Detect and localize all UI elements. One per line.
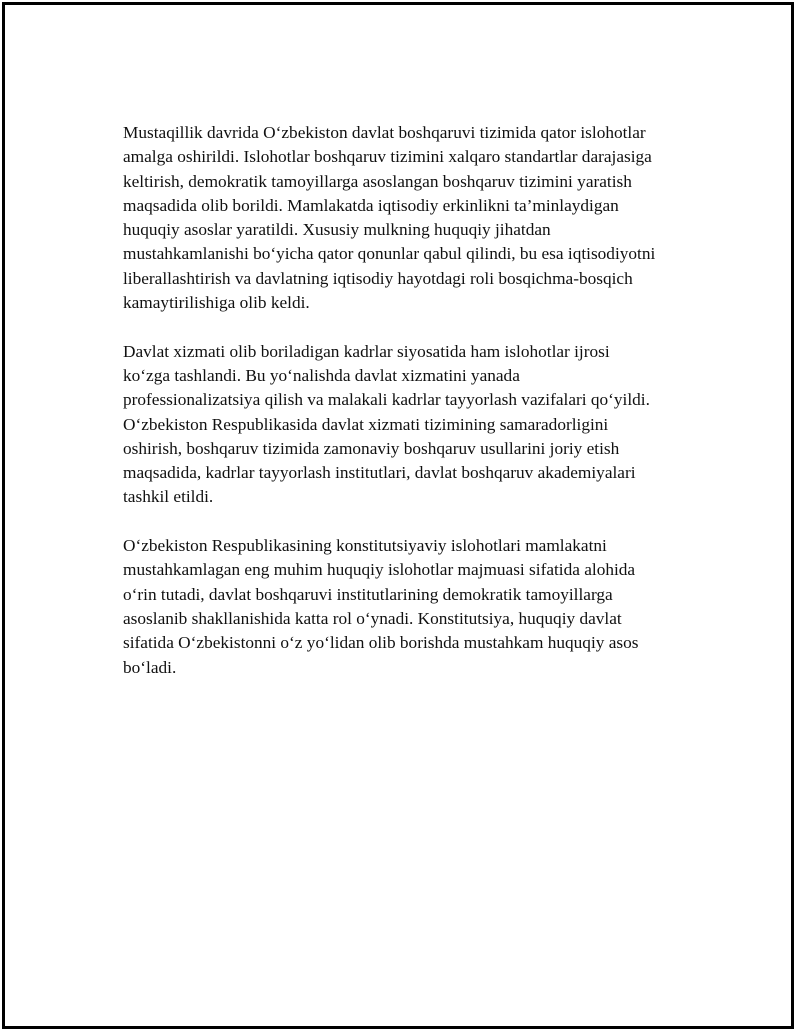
paragraph-1 xyxy=(123,121,703,315)
text-line: o‘rin tutadi, davlat boshqaruvi institutlarining demokratik tamoyillarga xyxy=(123,584,613,604)
text-line: kamaytirilishiga olib keldi. xyxy=(123,293,310,313)
text-line: bo‘ladi. xyxy=(123,657,177,677)
text-line: Mustaqillik davrida O‘zbekiston davlat boshqaruvi tizimida qator islohotlar xyxy=(123,123,646,142)
text-line: Davlat xizmati olib boriladigan kadrlar siyosatida ham islohotlar ijrosi xyxy=(123,341,610,361)
text-line: huquqiy asoslar yaratildi. Xususiy mulkning huquqiy jihatdan xyxy=(123,220,551,240)
text-line: maqsadida olib borildi. Mamlakatda iqtisodiy erkinlikni ta’minlaydigan xyxy=(123,195,619,215)
text-line: tashkil etildi. xyxy=(123,487,214,507)
text-line: mustahkamlanishi bo‘yicha qator qonunlar qabul qilindi, bu esa iqtisodiyotni xyxy=(123,244,656,264)
document-body xyxy=(123,121,703,680)
text-line: ko‘zga tashlandi. Bu yo‘nalishda davlat xizmatini yanada xyxy=(123,365,520,385)
text-line: keltirish, demokratik tamoyillarga asoslangan boshqaruv tizimini yaratish xyxy=(123,171,632,191)
text-line: liberallashtirish va davlatning iqtisodiy hayotdagi roli bosqichma-bosqich xyxy=(123,268,633,288)
text-line: sifatida O‘zbekistonni o‘z yo‘lidan olib borishda mustahkam huquqiy asos xyxy=(123,633,639,653)
paragraph-spacer xyxy=(123,315,703,339)
text-line: professionalizatsiya qilish va malakali kadrlar tayyorlash vazifalari qo‘yildi. xyxy=(123,390,650,410)
text-line: mustahkamlagan eng muhim huquqiy islohotlar majmuasi sifatida alohida xyxy=(123,560,636,580)
text-line: oshirish, boshqaruv tizimida zamonaviy boshqaruv usullarini joriy etish xyxy=(123,438,620,458)
page-frame xyxy=(2,2,794,1029)
paragraph-3 xyxy=(123,534,703,680)
text-line: maqsadida, kadrlar tayyorlash institutlari, davlat boshqaruv akademiyalari xyxy=(123,463,636,483)
text-line: amalga oshirildi. Islohotlar boshqaruv tizimini xalqaro standartlar darajasiga xyxy=(123,147,652,167)
text-line: O‘zbekiston Respublikasida davlat xizmati tizimining samaradorligini xyxy=(123,414,609,434)
text-line: O‘zbekiston Respublikasining konstitutsiyaviy islohotlari mamlakatni xyxy=(123,536,607,556)
paragraph-spacer xyxy=(123,510,703,534)
text-line: asoslanib shakllanishida katta rol o‘ynadi. Konstitutsiya, huquqiy davlat xyxy=(123,608,622,628)
paragraph-2 xyxy=(123,340,703,510)
